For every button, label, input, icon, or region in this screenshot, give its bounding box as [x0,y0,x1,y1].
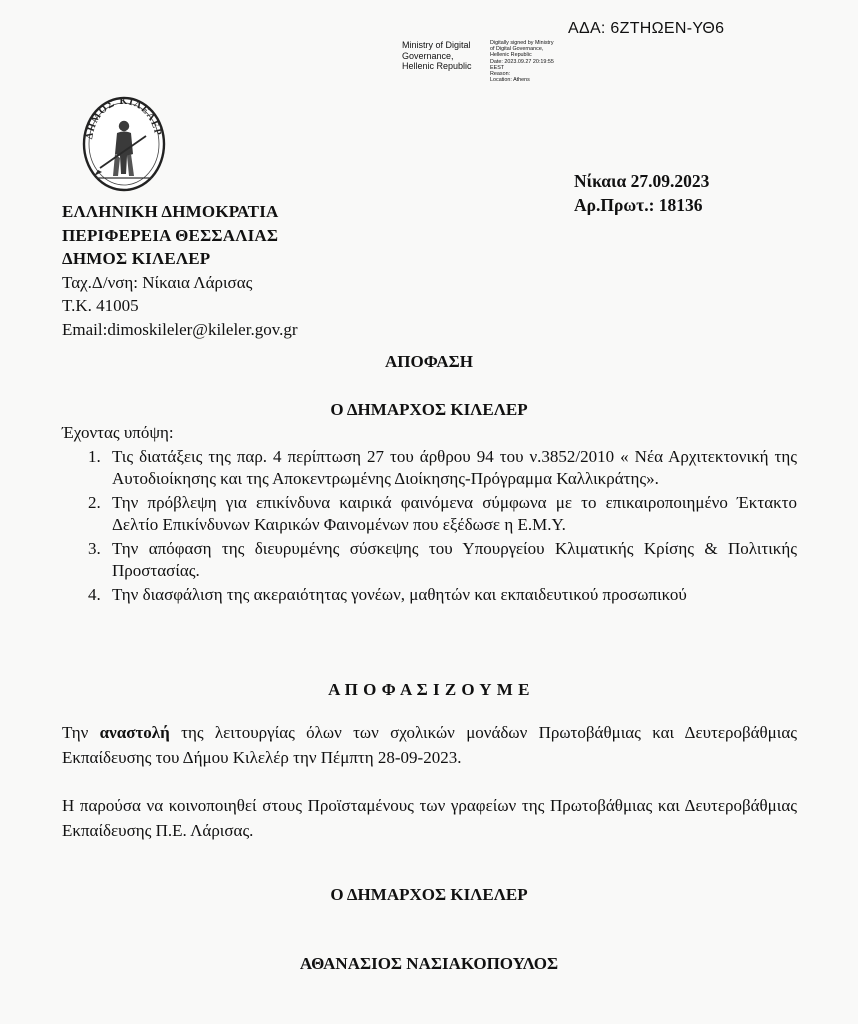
decision-title: ΑΠΟΦΑΣΗ [385,352,473,371]
signature-detail-line: Hellenic Republic [490,52,532,59]
header-country: ΕΛΛΗΝΙΚΗ ΔΗΜΟΚΡΑΤΙΑ [62,202,279,221]
issuer-header [62,200,298,341]
ada-code: ΑΔΑ: 6ΖΤΗΩΕΝ-ΥΘ6 [568,20,725,37]
list-item [62,538,797,582]
closing-mayor-title: Ο ΔΗΜΑΡΧΟΣ ΚΙΛΕΛΕΡ [330,885,528,904]
header-email: Email:dimoskileler@kileler.gov.gr [62,319,298,339]
item-number: 1. [88,447,101,466]
decision-text-bold: αναστολή [99,723,170,742]
item-number: 3. [88,539,101,558]
header-address: Ταχ.Δ/νση: Νίκαια Λάρισας [62,272,253,292]
signature-signer [402,40,486,83]
item-text: Την απόφαση της διευρυμένης σύσκεψης του Υπουργείου Κλιματικής Κρίσης & Πολιτικής Προστασίας. [112,539,797,580]
header-postal-code: Τ.Κ. 41005 [62,296,139,315]
document-date: Νίκαια 27.09.2023 [574,171,710,191]
signature-detail-line: Reason: [490,71,511,78]
item-text: Την πρόβλεψη για επικίνδυνα καιρικά φαινόμενα σύμφωνα με το επικαιροποιημένο Έκτακτο Δελτίο Επικίνδυνων Καιρικών Φαινομένων που εξέδωσε η Ε.Μ.Υ. [112,493,797,534]
signature-detail-line: of Digital Governance, [490,46,544,53]
we-decide-heading: Α Π Ο Φ Α Σ Ι Ζ Ο Υ Μ Ε [328,680,530,699]
considerations-intro: Έχοντας υπόψη: [62,423,174,442]
decision-text-pre: Την [62,723,100,742]
signature-detail-line: Digitally signed by Ministry [490,40,554,46]
signer-line: Hellenic Republic [402,61,472,71]
signature-detail-line: EEST [490,64,505,71]
digital-signature-block [402,40,570,83]
list-item [62,584,797,606]
signatory-name: ΑΘΑΝΑΣΙΟΣ ΝΑΣΙΑΚΟΠΟΥΛΟΣ [299,954,559,973]
item-number: 2. [88,493,101,512]
municipality-seal-logo [82,96,166,192]
mayor-title: Ο ΔΗΜΑΡΧΟΣ ΚΙΛΕΛΕΡ [330,400,528,419]
signature-details [486,40,570,83]
list-item [62,446,797,490]
signer-line: Governance, [402,50,454,61]
header-municipality: ΔΗΜΟΣ ΚΙΛΕΛΕΡ [62,249,211,268]
protocol-number: Αρ.Πρωτ.: 18136 [574,195,703,215]
considerations-list [62,446,797,608]
seal-text: ΔΗΜΟΣ ΚΙΛΕΛΕΡ [84,96,164,140]
signer-line: Ministry of Digital [402,40,471,50]
header-region: ΠΕΡΙΦΕΡΕΙΑ ΘΕΣΣΑΛΙΑΣ [62,225,279,245]
decision-paragraph [62,720,797,770]
decision-text-post: της λειτουργίας όλων των σχολικών μονάδων Πρωτοβάθμιας και Δευτεροβάθμιας Εκπαίδευσης του Δήμου Κιλελέρ την Πέμπτη 28-09-2023. [62,723,797,767]
signature-detail-line: Location: Athens [490,77,530,84]
signature-detail-line: Date: 2023.09.27 20:19:55 [490,58,554,65]
item-number: 4. [88,585,101,604]
notification-paragraph: Η παρούσα να κοινοποιηθεί στους Προϊσταμένους των γραφείων της Πρωτοβάθμιας και Δευτεροβάθμιας Εκπαίδευσης Π.Ε. Λάρισας. [62,796,797,840]
item-text: Την διασφάλιση της ακεραιότητας γονέων, μαθητών και εκπαιδευτικού προσωπικού [112,585,687,604]
date-and-protocol [574,169,709,217]
list-item [62,492,797,536]
item-text: Τις διατάξεις της παρ. 4 περίπτωση 27 του άρθρου 94 του ν.3852/2010 « Νέα Αρχιτεκτονική της Αυτοδιοίκησης και της Αποκεντρωμένης Διοίκησης-Πρόγραμμα Καλλικράτης». [112,447,797,488]
